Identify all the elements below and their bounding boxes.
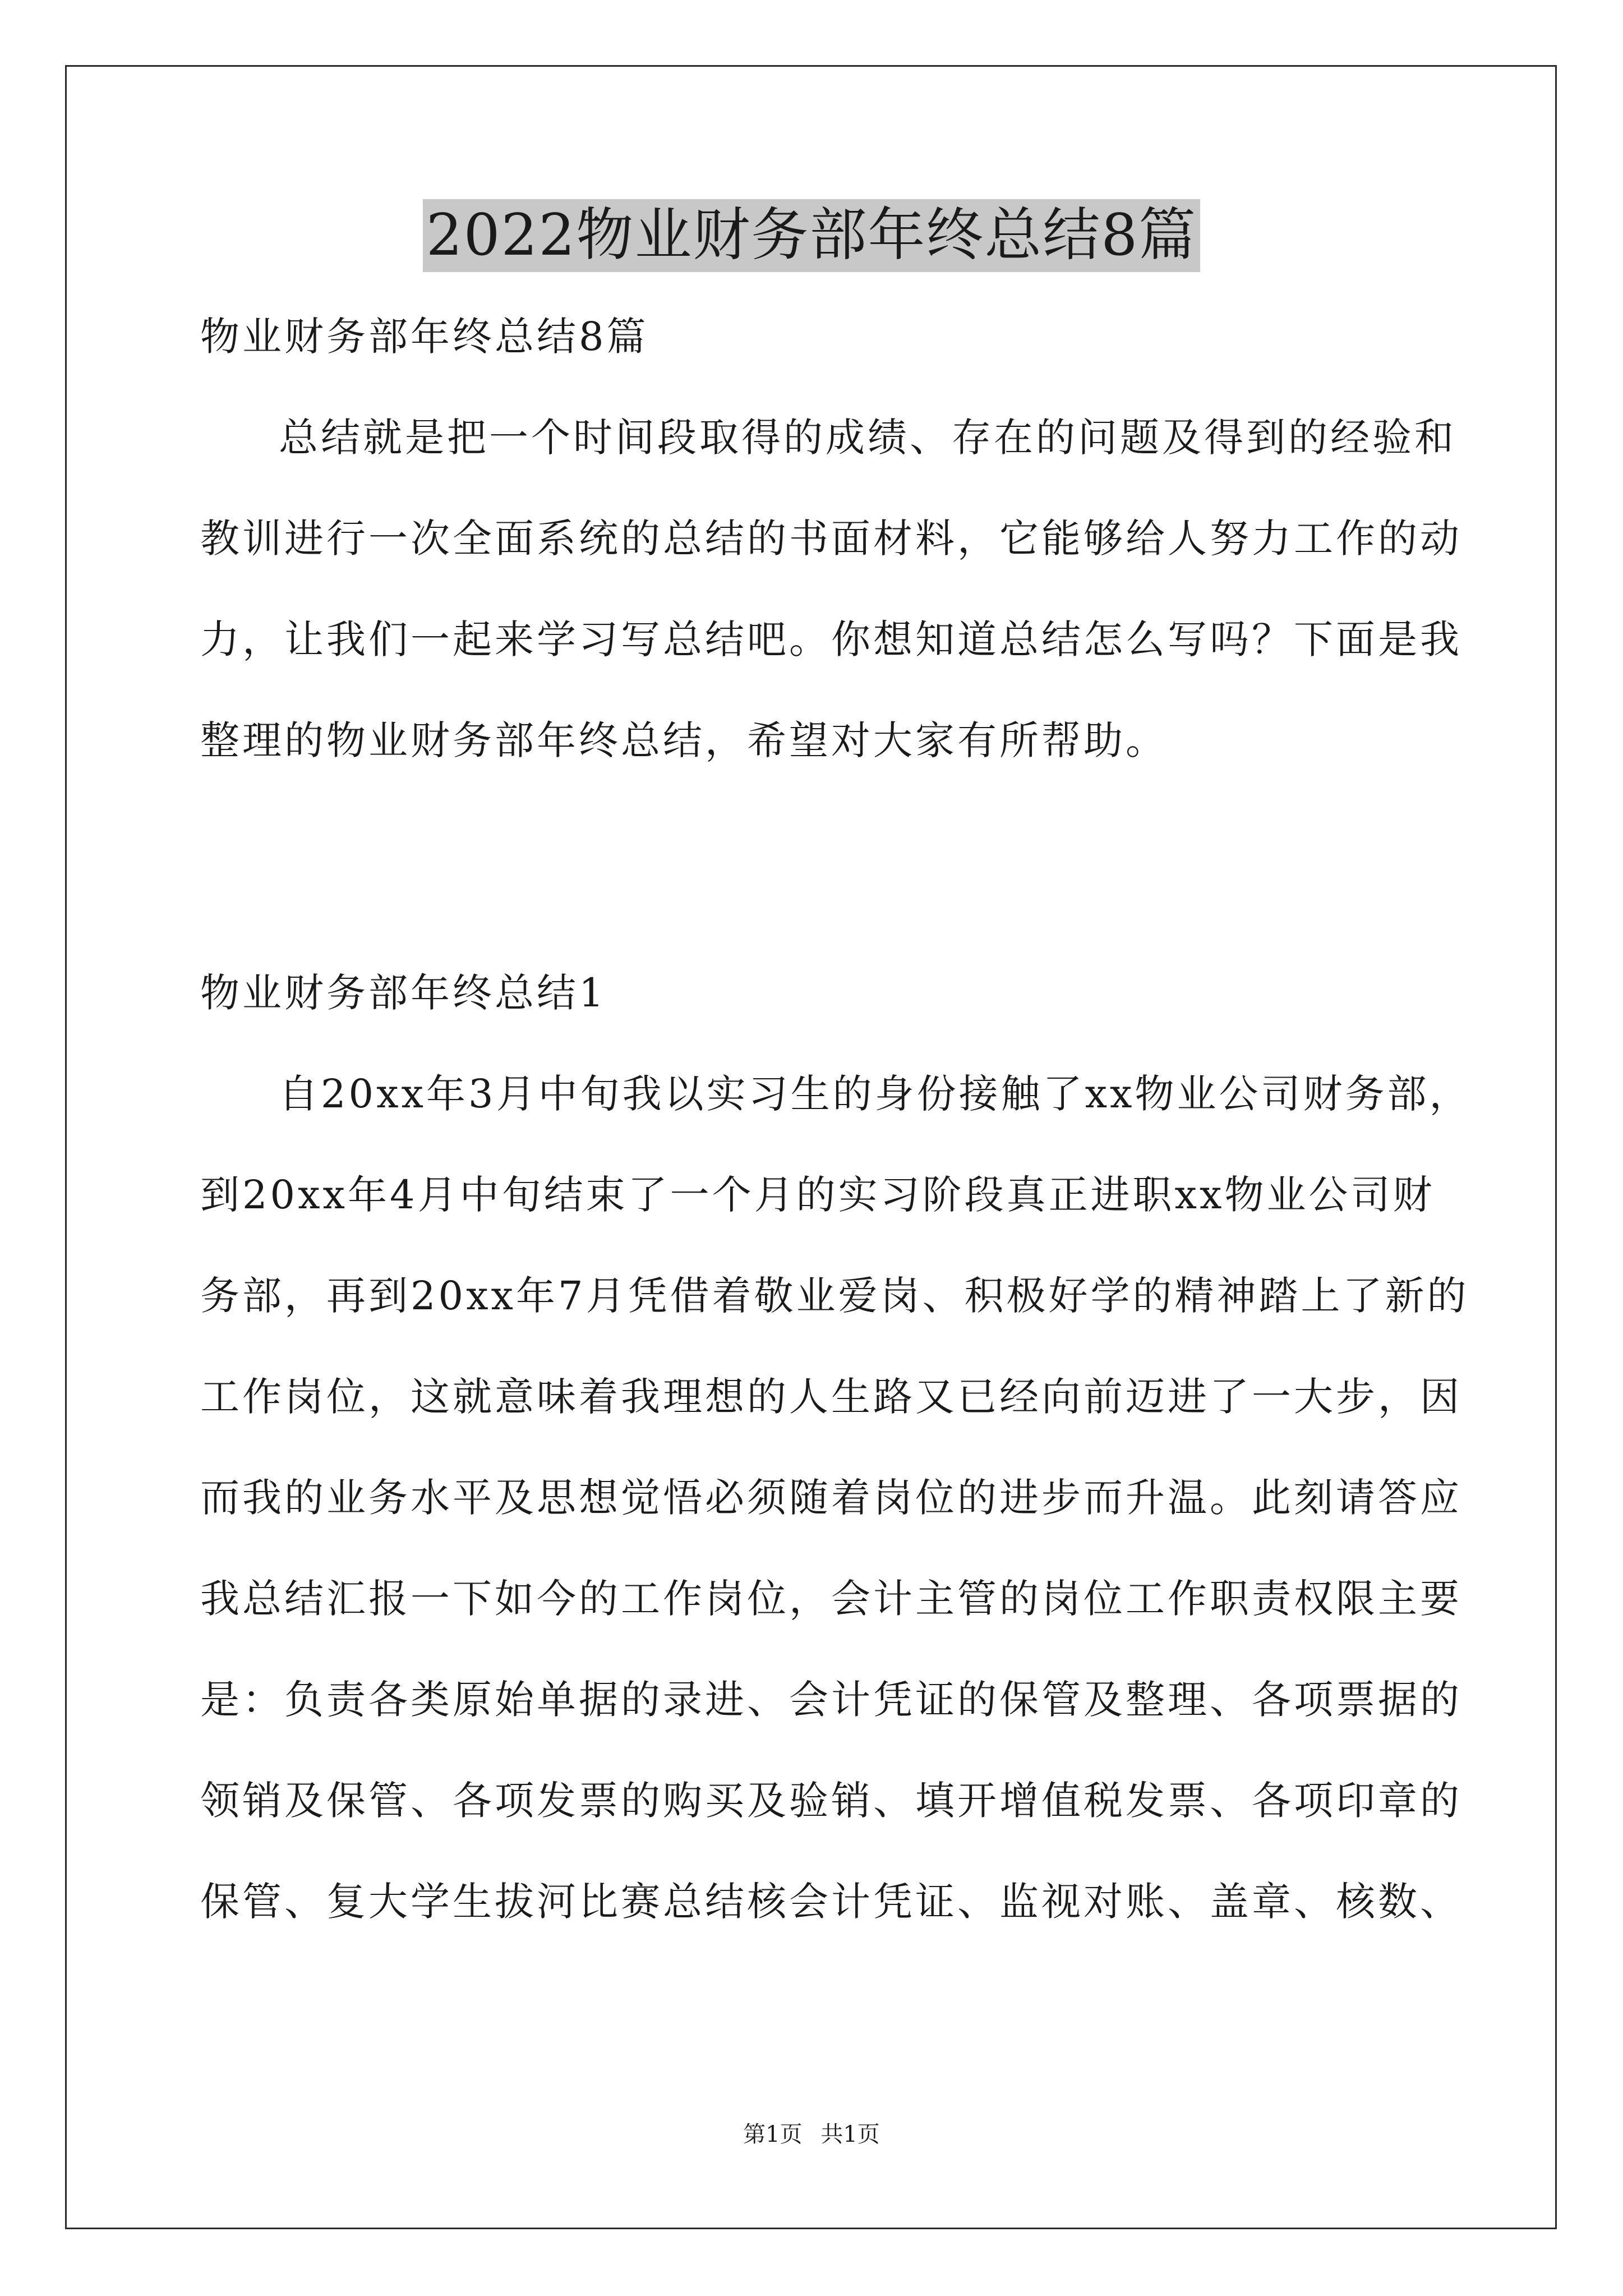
document-title: 2022物业财务部年终总结8篇 (423, 199, 1200, 272)
body-line-4: 工作岗位，这就意味着我理想的人生路又已经向前迈进了一大步，因 (200, 1374, 1462, 1420)
intro-line-3: 力，让我们一起来学习写总结吧。你想知道总结怎么写吗？下面是我 (200, 616, 1462, 662)
body-line-2: 到20xx年4月中旬结束了一个月的实习阶段真正进职xx物业公司财 (200, 1172, 1435, 1218)
intro-line-1: 总结就是把一个时间段取得的成绩、存在的问题及得到的经验和 (279, 415, 1456, 461)
page-number-current: 第1页 (743, 2122, 803, 2147)
intro-line-4: 整理的物业财务部年终总结，希望对大家有所帮助。 (200, 717, 1168, 763)
body-line-7: 是：负责各类原始单据的录进、会计凭证的保管及整理、各项票据的 (200, 1677, 1462, 1723)
body-line-3: 务部，再到20xx年7月凭借着敬业爱岗、积极好学的精神踏上了新的 (200, 1273, 1469, 1319)
body-line-8: 领销及保管、各项发票的购买及验销、填开增值税发票、各项印章的 (200, 1778, 1462, 1824)
body-line-6: 我总结汇报一下如今的工作岗位，会计主管的岗位工作职责权限主要 (200, 1576, 1462, 1622)
title-wrap (0, 199, 1623, 272)
section-heading: 物业财务部年终总结1 (200, 970, 607, 1016)
body-line-5: 而我的业务水平及思想觉悟必须随着岗位的进步而升温。此刻请答应 (200, 1475, 1462, 1521)
body-line-1: 自20xx年3月中旬我以实习生的身份接触了xx物业公司财务部， (279, 1071, 1472, 1117)
intro-line-2: 教训进行一次全面系统的总结的书面材料，它能够给人努力工作的动 (200, 516, 1462, 562)
page-number-total: 共1页 (820, 2122, 880, 2147)
page-footer (0, 2120, 1623, 2148)
document-subtitle: 物业财务部年终总结8篇 (200, 314, 649, 360)
body-line-9: 保管、复大学生拔河比赛总结核会计凭证、监视对账、盖章、核数、 (200, 1879, 1462, 1925)
